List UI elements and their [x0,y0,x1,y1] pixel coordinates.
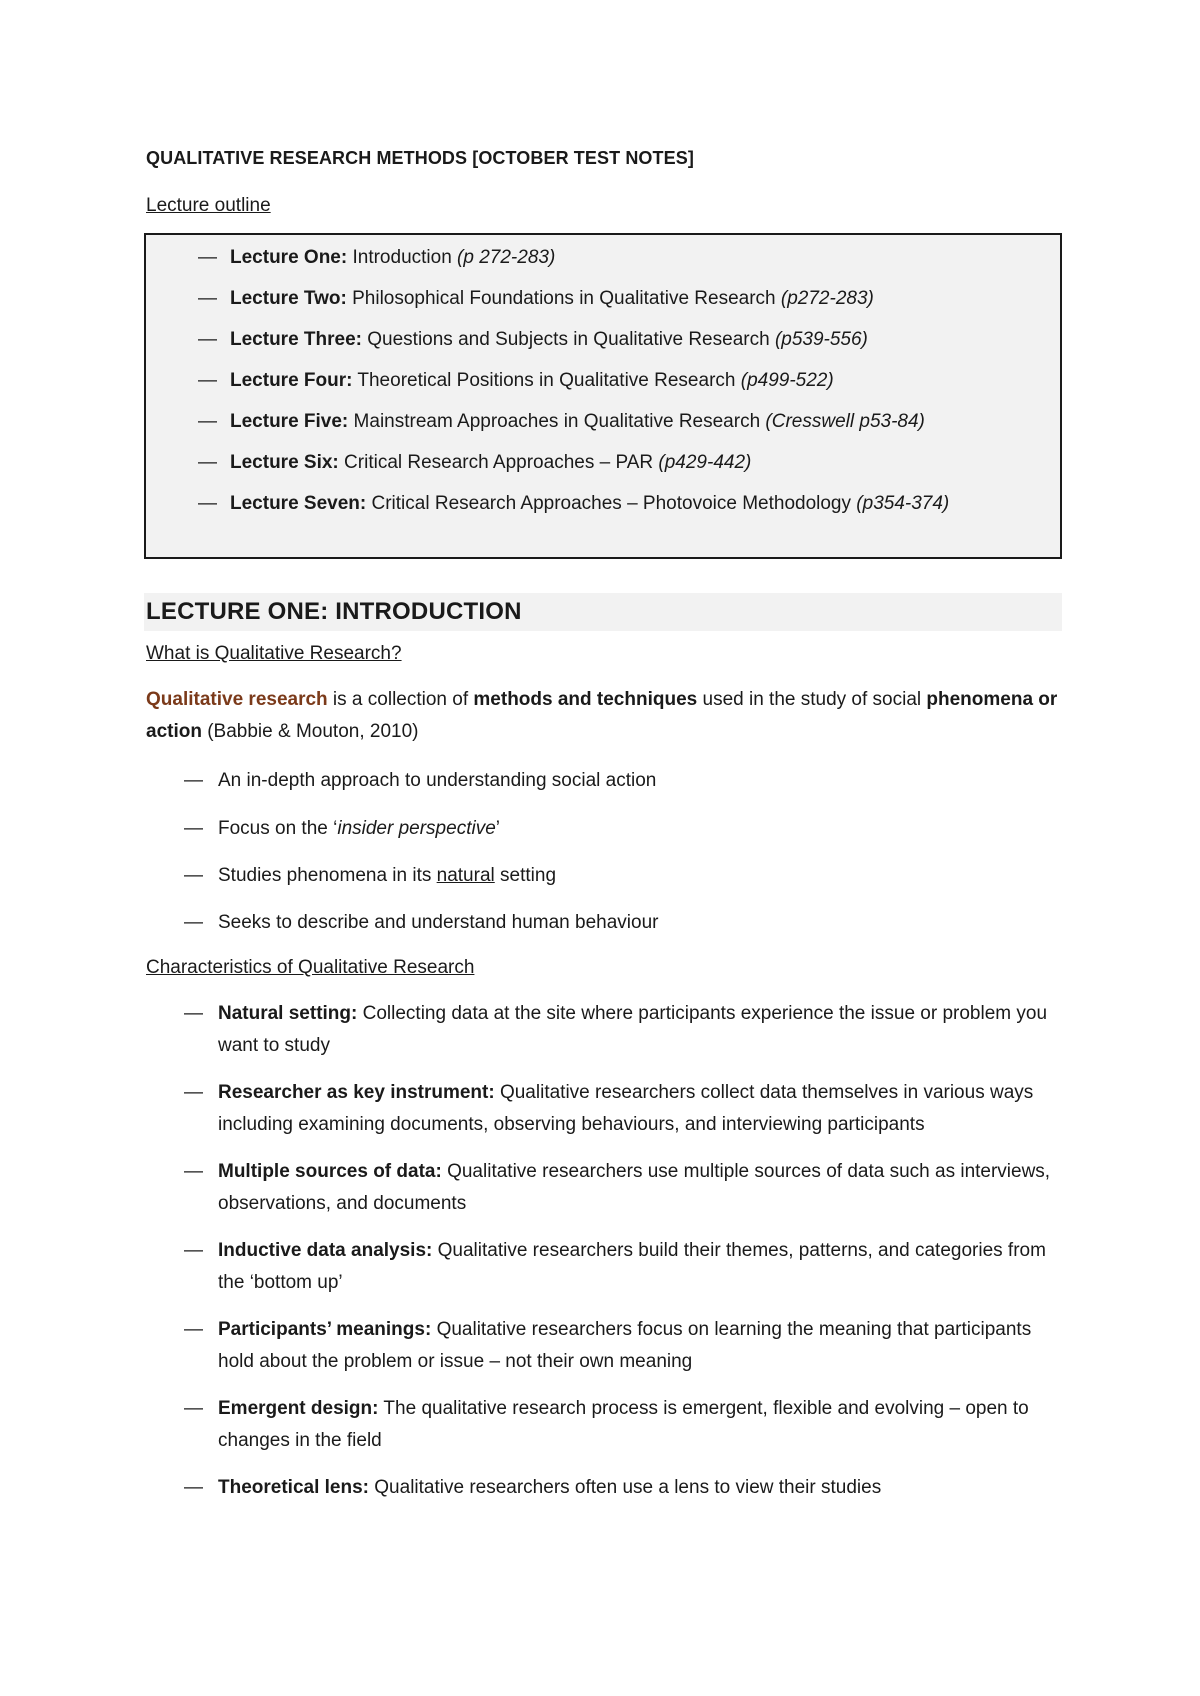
characteristics-heading: Characteristics of Qualitative Research [146,957,475,978]
dash-bullet: — [198,247,217,268]
outline-label: Lecture Three: [230,329,362,350]
dash-bullet: — [198,288,217,309]
section-title: LECTURE ONE: INTRODUCTION [146,598,522,625]
characteristic-label: Participants’ meanings: [218,1319,432,1340]
dash-bullet: — [184,1161,203,1182]
dash-bullet: — [184,1319,203,1340]
characteristic-label: Natural setting: [218,1003,358,1024]
characteristic-text [218,1156,1064,1220]
underlined-text: natural [436,865,495,886]
definition-term: Qualitative research [146,689,328,710]
outline-pages: (p272-283) [780,288,874,309]
text-run: Studies phenomena in its [218,865,437,886]
text-run: ’ [495,818,500,839]
dash-bullet: — [198,411,217,432]
lecture-outline-box [144,233,1062,559]
characteristic-description: Qualitative researchers often use a lens to view their studies [369,1477,882,1498]
definition-text: used in the study of social [697,689,927,710]
definition-text: is a collection of [327,689,474,710]
characteristic-text [218,998,1064,1062]
outline-label: Lecture Six: [230,452,339,473]
list-item-text [218,860,1064,892]
characteristic-description: Collecting data at the site where participants experience the issue or problem you want to study [218,1003,1048,1056]
list-item [184,860,1064,892]
list-item [184,765,1064,797]
outline-title: Theoretical Positions in Qualitative Research [352,370,741,391]
characteristic-description: Qualitative researchers use multiple sources of data such as interviews, observations, and documents [218,1161,1051,1214]
outline-item [198,247,555,269]
outline-label: Lecture Seven: [230,493,367,514]
characteristic-description: Qualitative researchers focus on learning the meaning that participants hold about the problem or issue – not their own meaning [218,1319,1032,1372]
outline-item [198,452,751,474]
dash-bullet: — [184,770,203,791]
outline-title: Critical Research Approaches – PAR [338,452,659,473]
outline-pages: (p429-442) [658,452,752,473]
outline-title: Mainstream Approaches in Qualitative Research [348,411,766,432]
outline-label: Lecture Four: [230,370,353,391]
characteristic-item [184,1314,1064,1378]
characteristic-description: Qualitative researchers collect data themselves in various ways including examining documents, observing behaviours, and interviewing participants [218,1082,1034,1135]
text-run: Focus on the ‘ [218,818,338,839]
characteristic-item [184,1472,1064,1504]
dash-bullet: — [184,1477,203,1498]
definition-citation: (Babbie & Mouton, 2010) [201,721,419,742]
dash-bullet: — [198,329,217,350]
outline-title: Questions and Subjects in Qualitative Research [361,329,775,350]
dash-bullet: — [184,1240,203,1261]
outline-title: Critical Research Approaches – Photovoice Methodology [366,493,857,514]
dash-bullet: — [184,1082,203,1103]
document-title: QUALITATIVE RESEARCH METHODS [OCTOBER TEST NOTES] [146,148,694,168]
characteristic-item [184,998,1064,1062]
characteristic-item [184,1156,1064,1220]
definition-bold: phenomena or action [146,689,1058,742]
characteristic-label: Researcher as key instrument: [218,1082,495,1103]
outline-item [198,329,868,351]
characteristic-text [218,1314,1064,1378]
characteristic-label: Inductive data analysis: [218,1240,433,1261]
outline-pages: (p499-522) [740,370,834,391]
outline-pages: (Cresswell p53-84) [765,411,925,432]
outline-pages: (p354-374) [856,493,950,514]
dash-bullet: — [184,818,203,839]
outline-label: Lecture Two: [230,288,347,309]
outline-item [198,411,925,433]
characteristic-label: Theoretical lens: [218,1477,369,1498]
dash-bullet: — [184,1003,203,1024]
list-item [184,813,1064,845]
outline-heading: Lecture outline [146,195,271,216]
characteristic-text [218,1077,1064,1141]
outline-pages: (p 272-283) [457,247,556,268]
outline-item [198,288,874,310]
dash-bullet: — [184,912,203,933]
list-item-text [218,813,1064,845]
dash-bullet: — [198,493,217,514]
characteristic-label: Emergent design: [218,1398,379,1419]
text-run: setting [494,865,557,886]
characteristic-description: Qualitative researchers build their themes, patterns, and categories from the ‘bottom up’ [218,1240,1046,1293]
definition-bold: methods and techniques [473,689,698,710]
characteristic-item [184,1077,1064,1141]
outline-item [198,370,834,392]
dash-bullet: — [198,370,217,391]
outline-title: Philosophical Foundations in Qualitative Research [346,288,781,309]
characteristic-item [184,1235,1064,1299]
characteristic-label: Multiple sources of data: [218,1161,442,1182]
outline-item [198,493,949,515]
dash-bullet: — [184,1398,203,1419]
dash-bullet: — [184,865,203,886]
characteristic-text [218,1393,1064,1457]
what-heading: What is Qualitative Research? [146,643,402,664]
list-item-text: An in-depth approach to understanding social action [218,770,657,791]
list-item-text: Seeks to describe and understand human behaviour [218,912,659,933]
outline-pages: (p539-556) [774,329,868,350]
outline-title: Introduction [347,247,458,268]
characteristic-item [184,1393,1064,1457]
characteristic-description: The qualitative research process is emergent, flexible and evolving – open to changes in the field [218,1398,1029,1451]
emphasis-text: insider perspective [337,818,496,839]
list-item [184,907,1064,939]
outline-label: Lecture Five: [230,411,349,432]
outline-label: Lecture One: [230,247,348,268]
characteristic-text [218,1235,1064,1299]
dash-bullet: — [198,452,217,473]
definition-paragraph [146,684,1066,748]
characteristic-text [218,1472,1064,1504]
